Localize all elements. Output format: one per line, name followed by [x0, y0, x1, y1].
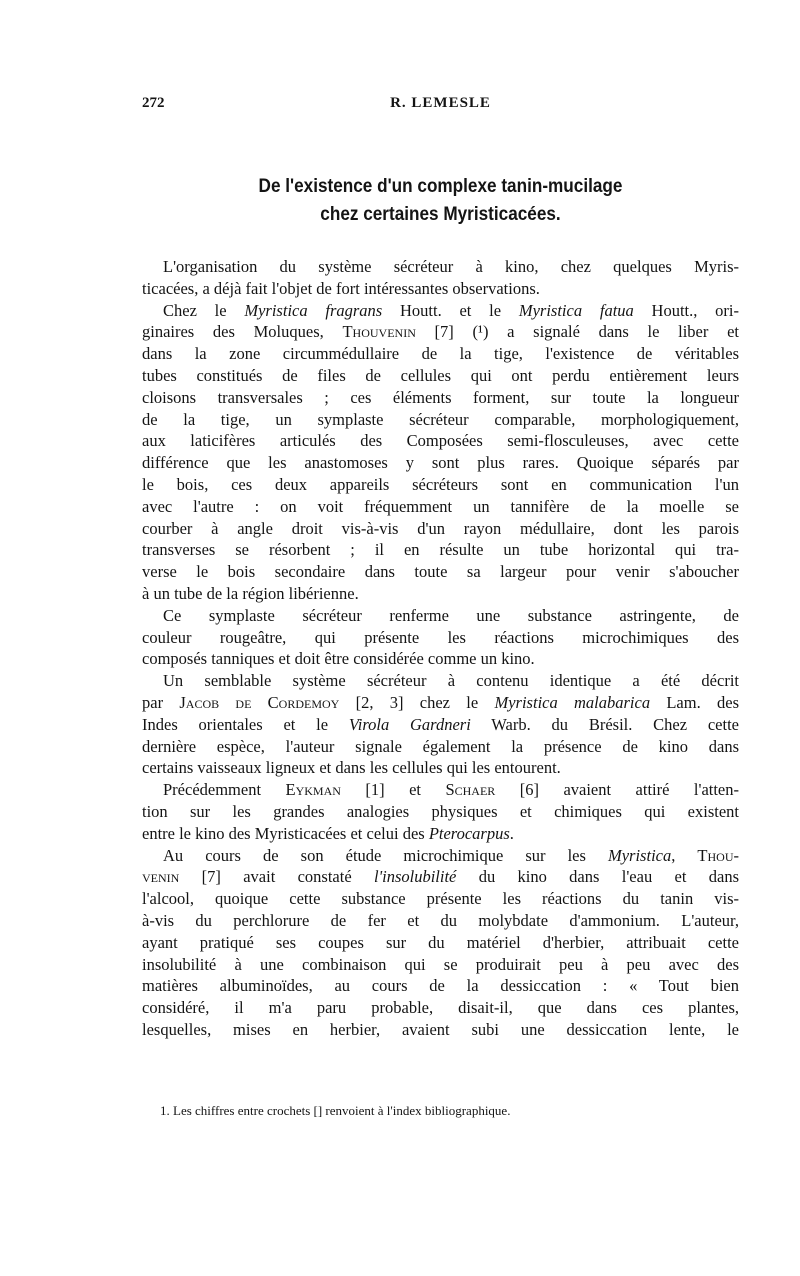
emphasis-text: l'insolubilité — [374, 867, 457, 887]
species-name: Virola Gardneri — [348, 714, 471, 734]
running-author: R. LEMESLE — [390, 95, 491, 111]
text-line: matières albuminoïdes, au cours de la dessiccation : « Tout bien — [142, 976, 739, 996]
author-name: Thouvenin — [342, 322, 416, 342]
text-line: verse le bois secondaire dans toute sa largeur pour venir s'aboucher — [142, 562, 739, 582]
author-name: Schaer — [445, 780, 496, 800]
text-line: venin [7] avait constaté l'insolubilité du kino dans l'eau et dans — [142, 867, 740, 887]
text-line: dernière espèce, l'auteur signale également la présence de kino dans — [142, 736, 739, 756]
text-line: lesquelles, mises en herbier, avaient subi une dessiccation lente, le — [142, 1019, 739, 1039]
text-line: différence que les anastomoses y sont plus rares. Quoique séparés par — [142, 453, 739, 473]
text-line: à-vis du perchlorure de fer et du molybdate d'ammonium. L'auteur, — [142, 910, 739, 930]
title-line: chez certaines Myristicacées. — [320, 203, 561, 225]
species-name: Myristica fatua — [518, 300, 634, 320]
text-line: à un tube de la région libérienne. — [142, 583, 359, 603]
text-line: avec l'autre : on voit fréquemment un tannifère de la moelle se — [142, 496, 739, 516]
text-line: cloisons transversales ; ces éléments forment, sur toute la longueur — [142, 387, 739, 407]
text-line: aux laticifères articulés des Composées semi-flosculeuses, avec cette — [142, 431, 739, 451]
text-line: par Jacob de Cordemoy [2, 3] chez le Myristica malabarica Lam. des — [142, 692, 739, 712]
text-line: composés tanniques et doit être considérée comme un kino. — [142, 649, 535, 669]
author-name: Eykman — [285, 780, 341, 800]
text-line: entre le kino des Myristicacées et celui des Pterocarpus. — [142, 823, 514, 843]
text-line: Ce symplaste sécréteur renferme une substance astringente, de — [163, 605, 739, 625]
text-line: transverses se résorbent ; il en résulte un tube horizontal qui tra- — [142, 540, 739, 560]
text-line: Indes orientales et le Virola Gardneri Warb. du Brésil. Chez cette — [142, 714, 740, 734]
text-line: Précédemment Eykman [1] et Schaer [6] avaient attiré l'atten- — [163, 780, 739, 800]
text-line: Chez le Myristica fragrans Houtt. et le Myristica fatua Houtt., ori- — [163, 300, 739, 320]
text-line: insolubilité à une combinaison qui se produirait peu à peu avec des — [142, 954, 739, 974]
text-line: ginaires des Moluques, Thouvenin [7] (¹) a signalé dans le liber et — [142, 322, 739, 342]
species-name: Myristica malabarica — [494, 692, 651, 712]
text-line: couleur rougeâtre, qui présente les réactions microchimiques des — [142, 627, 739, 647]
author-name: Jacob de Cordemoy — [179, 692, 340, 712]
text-line: dans la zone circummédullaire de la tige, l'existence de véritables — [142, 344, 739, 364]
text-line: de la tige, un symplaste sécréteur comparable, morphologiquement, — [142, 409, 739, 429]
text-line: tion sur les grandes analogies physiques et chimiques qui existent — [142, 801, 739, 821]
author-name: Thou- — [697, 845, 739, 865]
text-line: ayant pratiqué ses coupes sur du matériel d'herbier, attribuait cette — [142, 932, 739, 952]
text-line: l'alcool, quoique cette substance présente les réactions du tanin vis- — [142, 889, 739, 909]
title-line: De l'existence d'un complexe tanin-mucilage — [258, 175, 623, 197]
text-line: certains vaisseaux ligneux et dans les cellules qui les entourent. — [142, 758, 561, 778]
text-line: Au cours de son étude microchimique sur les Myristica, Thou- — [163, 845, 739, 865]
text-line: ticacées, a déjà fait l'objet de fort intéressantes observations. — [142, 278, 540, 298]
page-number: 272 — [142, 95, 165, 111]
article-title — [178, 172, 703, 228]
text-line: courber à angle droit vis-à-vis d'un rayon médullaire, dont les parois — [142, 518, 739, 538]
text-line: L'organisation du système sécréteur à kino, chez quelques Myris- — [163, 257, 739, 276]
author-name: venin — [142, 867, 180, 887]
text-line: tubes constitués de files de cellules qui ont perdu entièrement leurs — [142, 365, 739, 385]
species-name: Myristica fragrans — [244, 300, 383, 320]
body-text — [142, 256, 739, 1041]
genus-name: Pterocarpus — [428, 823, 510, 843]
genus-name: Myristica — [607, 845, 672, 865]
text-line: Un semblable système sécréteur à contenu identique a été décrit — [163, 671, 739, 691]
text-line: le bois, ces deux appareils sécréteurs sont en communication l'un — [142, 474, 739, 494]
running-header — [142, 95, 739, 119]
text-line: considéré, il m'a paru probable, disait-il, que dans ces plantes, — [142, 998, 739, 1018]
footnote: 1. Les chiffres entre crochets [] renvoient à l'index bibliographique. — [160, 1103, 511, 1118]
